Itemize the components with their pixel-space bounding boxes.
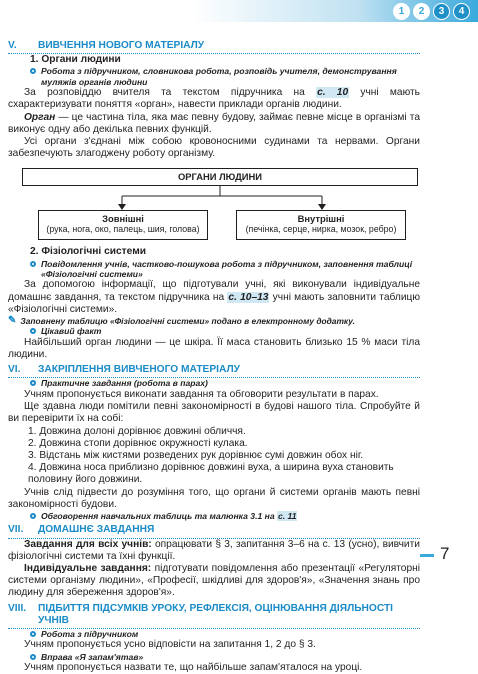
section-heading-v (8, 40, 420, 54)
paragraph: Індивідуальне завдання: підготувати повідомлення або презентації «Регуляторні системи організму людини», «Професії, шкідливі для здоров'я», «Значення знань про людину для збереження здоров'я». (8, 562, 420, 599)
paragraph: Учнів слід підвести до розуміння того, що органи й системи органів мають певні закономірності будови. (8, 486, 420, 510)
section-heading-vii (8, 524, 420, 538)
organs-diagram (22, 168, 418, 242)
task-list (8, 426, 420, 487)
section-title: ЗАКРІПЛЕННЯ ВИВЧЕНОГО МАТЕРІАЛУ (38, 364, 240, 376)
section-heading-vi (8, 364, 420, 378)
bullet-icon (30, 654, 36, 660)
section-number: VIII. (8, 602, 27, 614)
pager-item-4: 4 (453, 3, 470, 20)
list-item: 4. Довжина носа приблизно дорівнює довжині вуха, а ширина вуха становить половину його довжини. (28, 462, 394, 486)
page-ref: с. 10–13 (228, 291, 269, 303)
method-note: Робота з підручником (8, 629, 420, 639)
subheading-organs: 1. Органи людини (30, 54, 121, 66)
subheading-systems: 2. Фізіологічні системи (30, 246, 146, 258)
method-note: Цікавий факт (8, 326, 420, 336)
paragraph: Усі органи з'єднані між собою кровоносними судинами та нервами. Органи забезпечують злагоджену роботу організму. (8, 136, 420, 160)
paragraph: Ще здавна люди помітили певні закономірності в будові нашого тіла. Спробуйте й ви перевірити їх на собі: (8, 401, 420, 425)
top-bar (0, 0, 478, 24)
method-note: Обговорення навчальних таблиць та малюнка 3.1 на с. 11 (8, 511, 420, 521)
paragraph: Учням пропонується усно відповісти на запитання 1, 2 до § 3. (24, 639, 316, 651)
paragraph: Завдання для всіх учнів: опрацювати § 3, запитання 3–6 на с. 13 (усно), вивчити фізіологічні системи та їхні функції. (8, 538, 420, 562)
bullet-icon (30, 328, 36, 334)
list-item: 1. Довжина долоні дорівнює довжині обличчя. (28, 425, 246, 437)
list-item: 2. Довжина стопи дорівнює окружності кулака. (28, 437, 248, 449)
diagram-root-box: ОРГАНИ ЛЮДИНИ (22, 168, 418, 186)
section-number: VI. (8, 364, 21, 376)
bullet-icon (30, 631, 36, 637)
paragraph: За розповіддю вчителя та текстом підручника на с. 10 учні мають схарактеризувати поняття «орган», навести приклади органів людини. (8, 87, 420, 111)
lesson-pager (393, 3, 470, 20)
section-title: ДОМАШНЄ ЗАВДАННЯ (38, 524, 155, 536)
page-number-rule (420, 554, 434, 557)
paragraph: За допомогою інформації, що підготували учні, які виконували індивідуальне домашнє завдання, та текстом підручника на с. 10–13 учні мають заповнити таблицю «Фізіологічні системи». (8, 279, 420, 315)
list-item: 3. Відстань між кистями розведених рук дорівнює сумі довжин обох ніг. (28, 449, 364, 461)
pager-item-3: 3 (433, 3, 450, 20)
paragraph: Учням пропонується виконати завдання та обговорити результати в парах. (24, 388, 379, 400)
page-content (8, 37, 420, 674)
bullet-icon (30, 68, 36, 74)
diagram-external-box: Зовнішні (рука, нога, око, палець, шия, голова) (38, 210, 208, 240)
page-number: 7 (440, 544, 450, 563)
section-title: ВИВЧЕННЯ НОВОГО МАТЕРІАЛУ (38, 40, 205, 51)
section-heading-viii (8, 603, 420, 629)
section-number: VII. (8, 524, 24, 536)
paragraph: Найбільший орган людини — це шкіра. Її маса становить близько 15 % маси тіла людини. (8, 336, 420, 361)
method-note: Робота з підручником, словникова робота, розповідь учителя, демонстрування муляжів органів людини (8, 66, 420, 87)
pager-item-1: 1 (393, 3, 410, 20)
paragraph: Орган — це частина тіла, яка має певну будову, займає певне місце в організмі та виконує одну або декілька певних функцій. (8, 111, 420, 135)
bullet-icon (30, 261, 36, 267)
page-ref: с. 11 (278, 510, 297, 521)
bullet-icon (30, 513, 36, 519)
diagram-internal-box: Внутрішні (печінка, серце, нирка, мозок, ребро) (236, 210, 406, 240)
section-title: ПІДБИТТЯ ПІДСУМКІВ УРОКУ, РЕФЛЕКСІЯ, ОЦІНЮВАННЯ ДІЯЛЬНОСТІ УЧНІВ (38, 602, 393, 626)
section-number: V. (8, 40, 17, 51)
method-note: Практичне завдання (робота в парах) (8, 378, 420, 388)
paragraph: Учням пропонується назвати те, що найбільше запам'яталося на уроці. (24, 661, 363, 673)
pencil-icon: ✎ (8, 315, 17, 327)
pager-item-2: 2 (413, 3, 430, 20)
page-ref: с. 10 (317, 87, 349, 99)
method-note: Вправа «Я запам'ятав» (8, 652, 420, 662)
bullet-icon (30, 380, 36, 386)
method-note: Повідомлення учнів, частково-пошукова робота з підручником, заповнення таблиці «Фізіологічні системи» (8, 259, 420, 280)
electronic-supplement-note: ✎ Заповнену таблицю «Фізіологічні системи» подано в електронному додатку. (8, 315, 355, 327)
